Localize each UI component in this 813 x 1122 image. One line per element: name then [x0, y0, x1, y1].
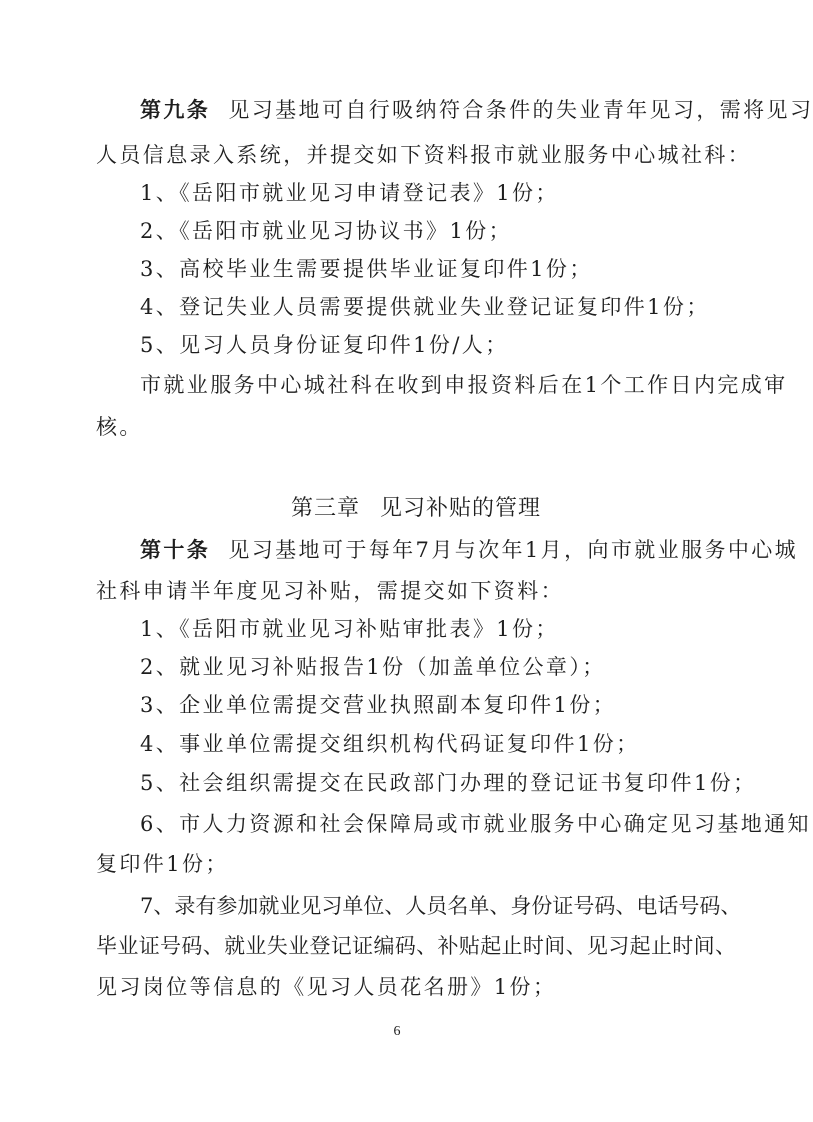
- article10-item-6-continuation: 复印件1份；: [96, 852, 229, 876]
- article10-item-7-line2: 毕业证号码、就业失业登记证编码、补贴起止时间、见习起止时间、: [96, 934, 736, 958]
- article10-item-6: 6、市人力资源和社会保障局或市就业服务中心确定见习基地通知: [140, 812, 811, 836]
- article9-title: 第九条: [140, 97, 211, 122]
- chapter-heading: [96, 494, 736, 524]
- article10-first-line: [140, 535, 799, 565]
- article10-text: 见习基地可于每年7月与次年1月，向市就业服务中心城: [228, 538, 799, 562]
- article9-item-3: 3、高校毕业生需要提供毕业证复印件1份；: [140, 257, 593, 281]
- article10-line2: 社科申请半年度见习补贴，需提交如下资料：: [96, 579, 564, 603]
- chapter-title: 见习补贴的管理: [380, 496, 542, 521]
- article9-review-line2: 核。: [96, 415, 143, 439]
- article9-item-2: 2、《岳阳市就业见习协议书》1份；: [140, 219, 513, 243]
- article9-review-line1: 市就业服务中心城社科在收到申报资料后在1个工作日内完成审: [140, 373, 788, 397]
- article9-line2: 人员信息录入系统，并提交如下资料报市就业服务中心城社科：: [96, 143, 752, 167]
- article10-item-3: 3、企业单位需提交营业执照副本复印件1份；: [140, 693, 617, 717]
- article10-title: 第十条: [140, 537, 211, 562]
- article10-item-4: 4、事业单位需提交组织机构代码证复印件1份；: [140, 732, 640, 756]
- article9-item-1: 1、《岳阳市就业见习申请登记表》1份；: [140, 181, 559, 205]
- page-number: 6: [393, 1024, 401, 1039]
- article9-text: 见习基地可自行吸纳符合条件的失业青年见习，需将见习: [228, 98, 813, 122]
- article10-item-1: 1、《岳阳市就业见习补贴审批表》1份；: [140, 617, 559, 641]
- article10-item-7-line1: 7、录有参加就业见习单位、人员名单、身份证号码、电话号码、: [140, 894, 742, 918]
- chapter-number: 第三章: [290, 496, 360, 521]
- article9-first-line: [140, 95, 813, 125]
- article10-item-5: 5、社会组织需提交在民政部门办理的登记证书复印件1份；: [140, 771, 757, 795]
- article9-item-4: 4、登记失业人员需要提供就业失业登记证复印件1份；: [140, 295, 710, 319]
- article10-item-7-line3: 见习岗位等信息的《见习人员花名册》1份；: [96, 975, 557, 999]
- article9-item-5: 5、见习人员身份证复印件1份/人；: [140, 333, 509, 357]
- article10-item-2: 2、就业见习补贴报告1份（加盖单位公章）；: [140, 655, 606, 679]
